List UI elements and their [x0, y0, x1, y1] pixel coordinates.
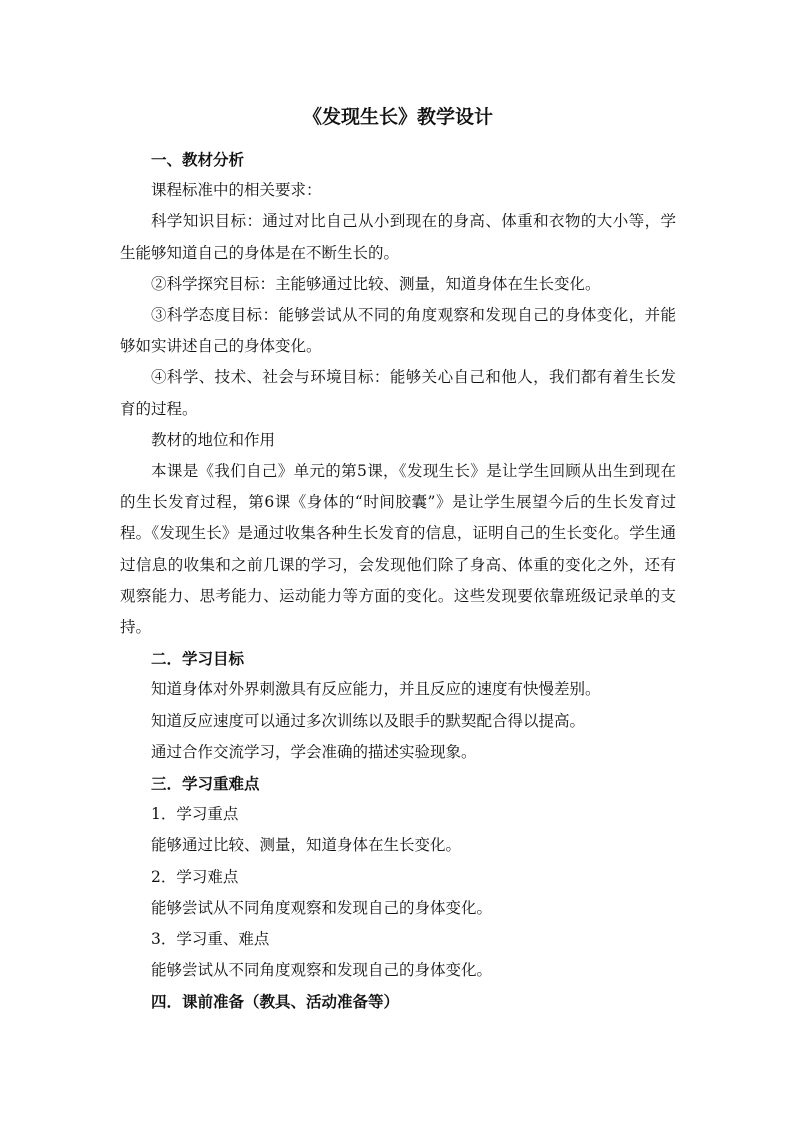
paragraph: 能够通过比较、测量，知道身体在生长变化。 [151, 836, 462, 855]
paragraph: 课程标准中的相关要求： [151, 181, 322, 200]
paragraph: 2．学习难点 [151, 867, 239, 886]
paragraph: 3．学习重、难点 [151, 930, 270, 949]
paragraph: ③科学态度目标：能够尝试从不同的角度观察和发现自己的身体变化，并能够如实讲述自己的身体变化。 [120, 306, 676, 356]
paragraph: 本课是《我们自己》单元的第5课，《发现生长》是让学生回顾从出生到现在的生长发育过程，第6课《身体的“时间胶囊”》是让学生展望今后的生长发育过程。《发现生长》是通过收集各种生长发育的信息，证明自己的生长变化。学生通过信息的收集和之前几课的学习，会发现他们除了身高、体重的变化之外，还有观察能力、思考能力、运动能力等方面的变化。这些发现要依靠班级记录单的支持。 [120, 462, 676, 637]
paragraph: 1．学习重点 [151, 805, 239, 824]
paragraph: 通过合作交流学习，学会准确的描述实验现象。 [151, 742, 477, 761]
paragraph: 科学知识目标：通过对比自己从小到现在的身高、体重和衣物的大小等，学生能够知道自己的身体是在不断生长的。 [120, 212, 676, 262]
document-title: 《发现生长》教学设计 [302, 106, 493, 128]
paragraph: ②科学探究目标：主能够通过比较、测量，知道身体在生长变化。 [151, 274, 601, 293]
paragraph: 能够尝试从不同角度观察和发现自己的身体变化。 [151, 961, 493, 980]
section-heading: 二．学习目标 [151, 649, 245, 669]
paragraph: 教材的地位和作用 [151, 430, 276, 449]
paragraph-list [120, 144, 676, 1018]
paragraph: 知道身体对外界刺激具有反应能力，并且反应的速度有快慢差别。 [151, 680, 601, 699]
section-heading: 四．课前准备（教具、活动准备等） [151, 992, 400, 1012]
document-body [120, 102, 676, 1018]
section-heading: 三．学习重难点 [151, 774, 260, 794]
paragraph: ④科学、技术、社会与环境目标：能够关心自己和他人，我们都有着生长发育的过程。 [120, 368, 676, 418]
paragraph: 能够尝试从不同角度观察和发现自己的身体变化。 [151, 898, 493, 917]
section-heading: 一、教材分析 [151, 150, 245, 169]
paragraph: 知道反应速度可以通过多次训练以及眼手的默契配合得以提高。 [151, 711, 586, 730]
